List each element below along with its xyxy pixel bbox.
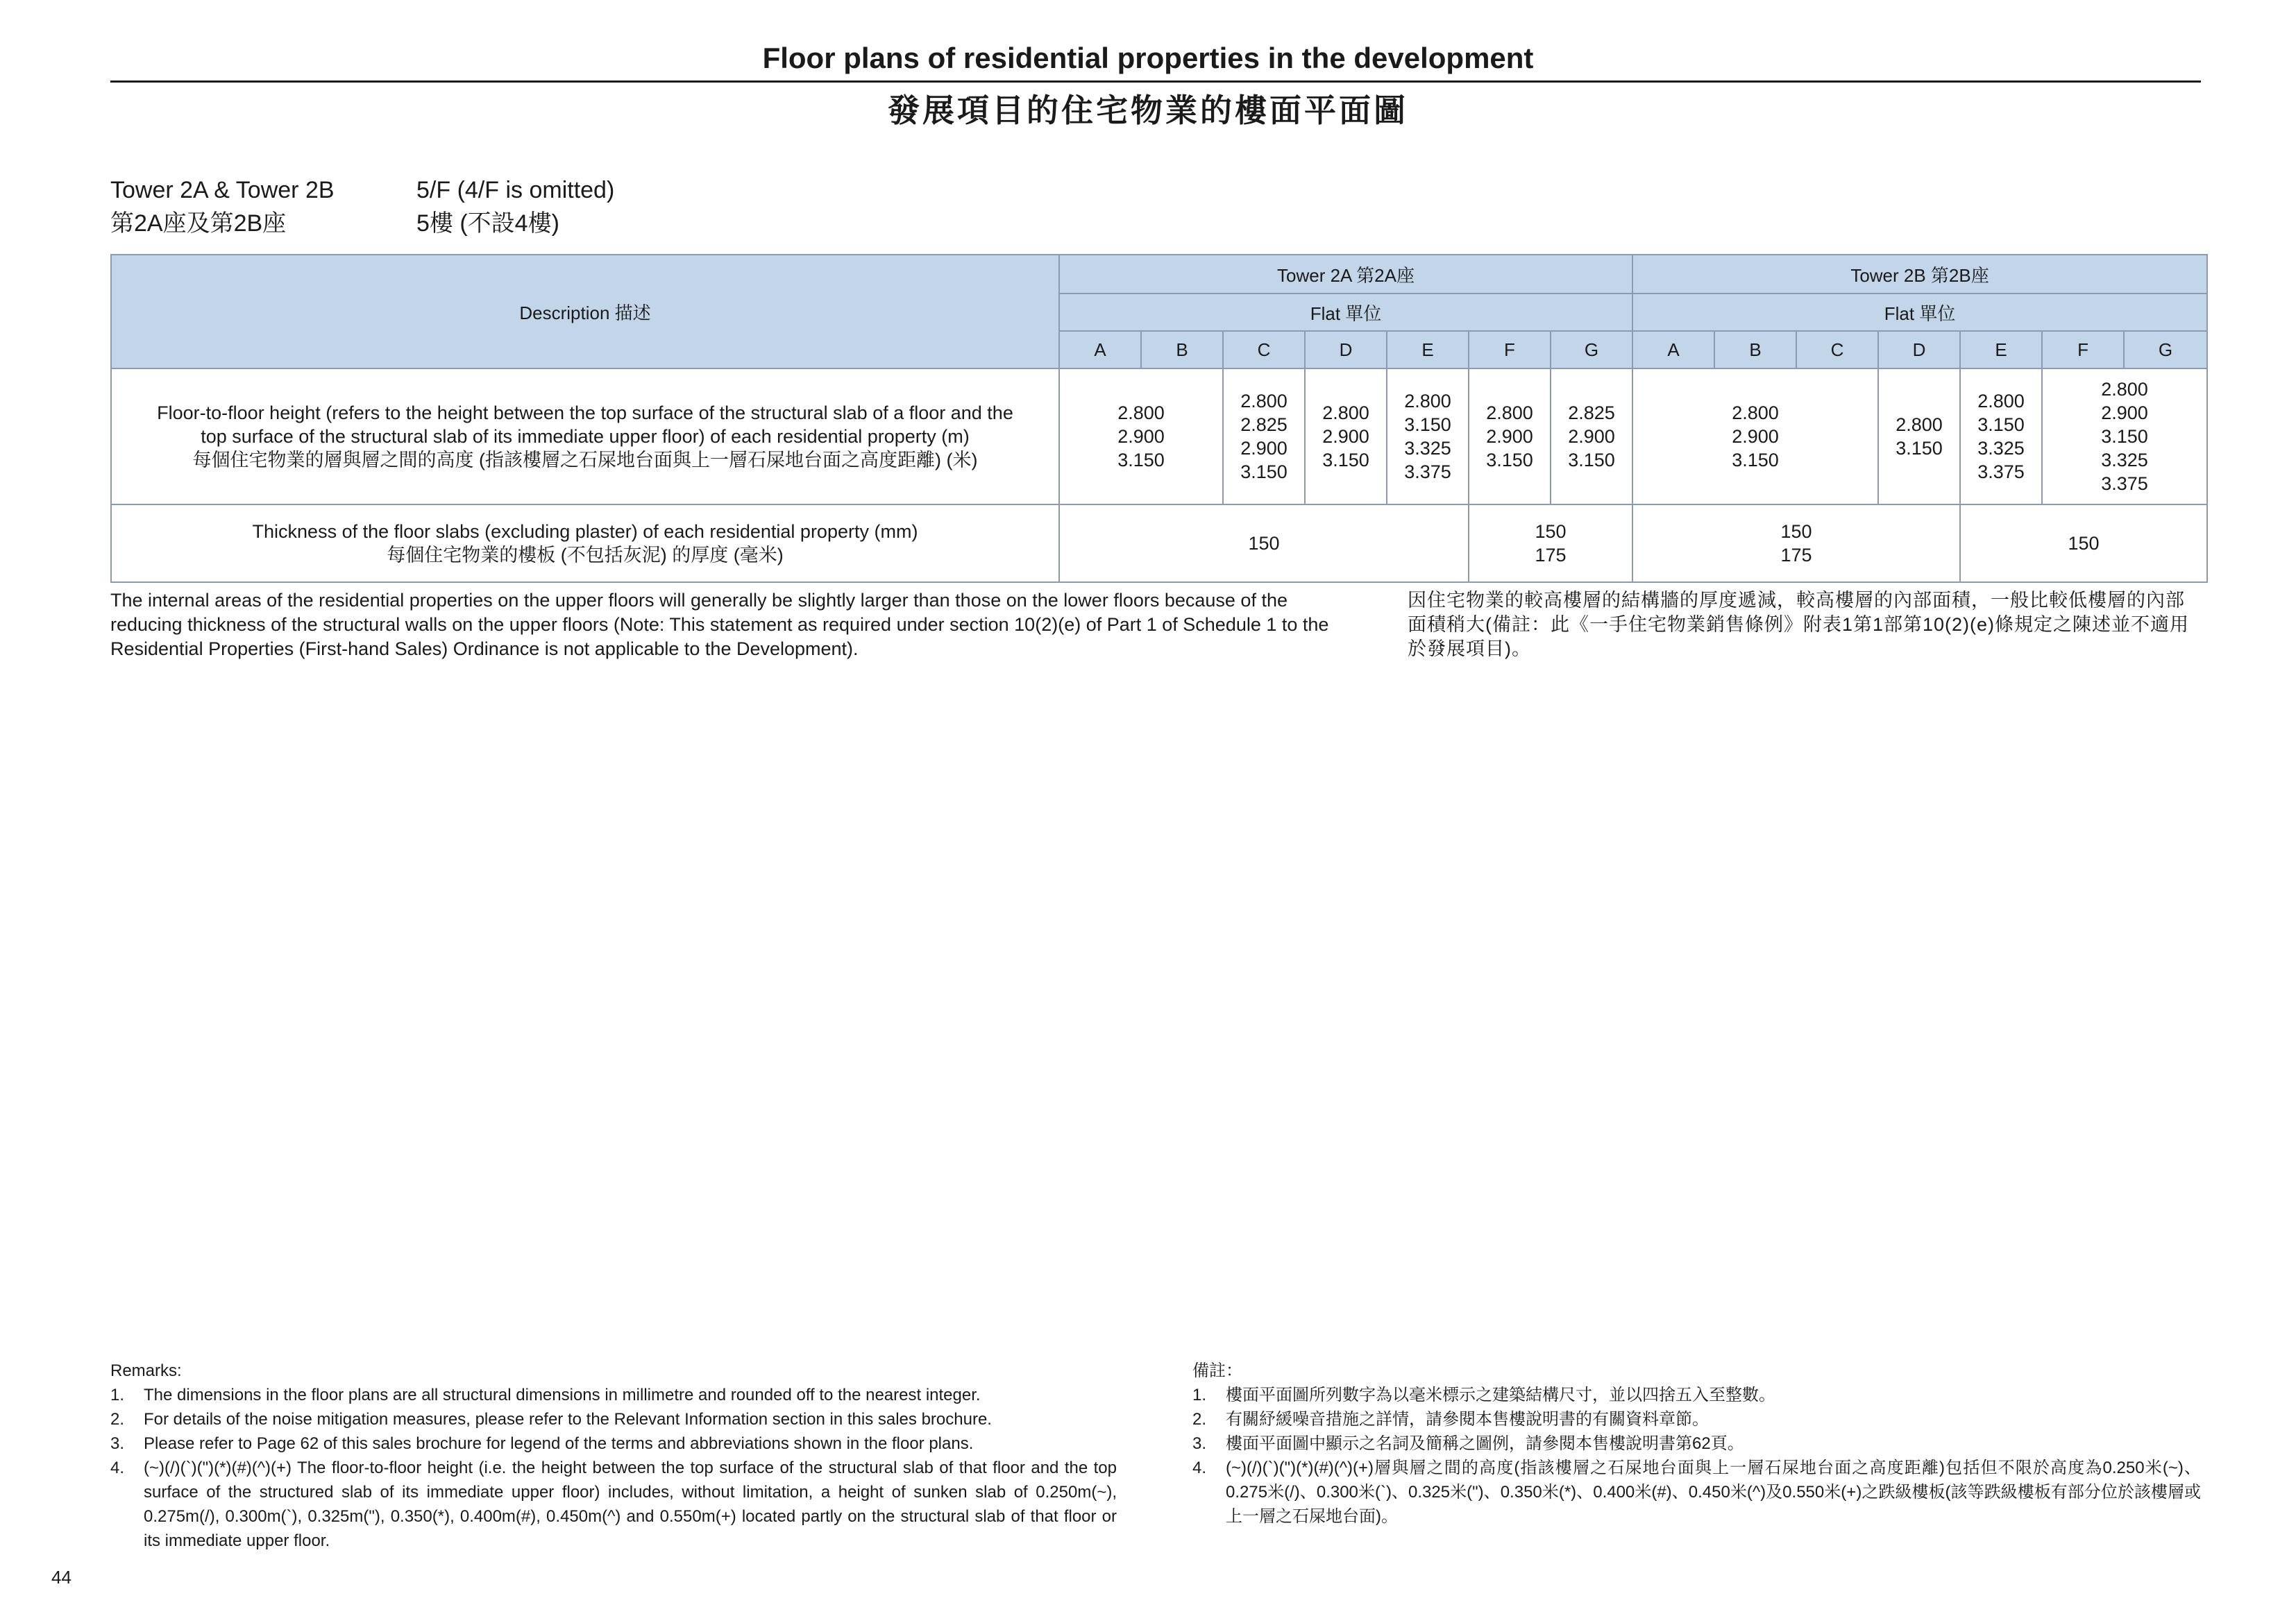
value: 2.800 <box>1240 391 1288 411</box>
slab-thickness-description <box>111 504 1059 582</box>
thickness-2a-fg <box>1469 504 1632 582</box>
floor-spec-table <box>110 254 2208 583</box>
value: 150 <box>1535 521 1567 542</box>
value: 150 <box>1248 533 1280 554</box>
value: 3.325 <box>2101 450 2148 470</box>
remarks-list-en <box>110 1383 1117 1553</box>
height-2b-e <box>1960 368 2042 504</box>
thickness-2b-ad <box>1632 504 1960 582</box>
remark-number: 1. <box>1192 1386 1207 1404</box>
page-number: 44 <box>51 1567 71 1588</box>
remark-item <box>1192 1431 2201 1456</box>
height-2a-e <box>1387 368 1469 504</box>
flat-letter-2b-b: B <box>1714 331 1796 368</box>
remark-text: (~)(/)(`)(")(*)(#)(^)(+)層與層之間的高度(指該樓層之石屎地台面與上一層石屎地台面之高度距離)包括但不限於高度為0.250米(~)、0.275米(/)、0.300米(`)、0.325米(")、0.350米(*)、0.400米(#)、0.450米(^)及0.550米(+)之跌級樓板(該等跌級樓板有部分位於該樓層或上一層之石屎地台面)。 <box>1226 1459 2201 1526</box>
remark-item <box>1192 1407 2201 1431</box>
remarks-en <box>110 1359 1117 1553</box>
value: 2.800 <box>1896 414 1943 435</box>
remark-item <box>110 1431 1117 1456</box>
value: 2.800 <box>1117 402 1165 423</box>
title-divider <box>110 80 2201 83</box>
remark-number: 2. <box>1192 1410 1207 1429</box>
remark-number: 4. <box>1192 1459 1207 1477</box>
value: 2.900 <box>1732 426 1779 447</box>
value: 3.150 <box>2101 426 2148 447</box>
height-2a-d <box>1305 368 1387 504</box>
value: 3.325 <box>1977 438 2025 459</box>
height-2a-ab <box>1059 368 1223 504</box>
value: 175 <box>1780 545 1812 566</box>
height-2a-c <box>1223 368 1305 504</box>
value: 3.375 <box>1977 461 2025 482</box>
internal-area-note-zh: 因住宅物業的較高樓層的結構牆的厚度遞減，較高樓層的內部面積，一般比較低樓層的內部面積稍大(備註：此《一手住宅物業銷售條例》附表1第1部第10(2)(e)條規定之陳述並不適用於發展項目)。 <box>1408 590 2190 659</box>
value: 2.800 <box>1732 402 1779 423</box>
thickness-2b-eg <box>1960 504 2207 582</box>
value: 3.150 <box>1732 450 1779 470</box>
value: 3.325 <box>1404 438 1451 459</box>
flat-letter-2b-c: C <box>1796 331 1878 368</box>
towers-label-en: Tower 2A & Tower 2B <box>110 177 335 203</box>
towers-label-zh: 第2A座及第2B座 <box>110 210 287 237</box>
tower-2b-flat-header: Flat 單位 <box>1632 294 2207 331</box>
value: 150 <box>1780 521 1812 542</box>
height-2a-g <box>1551 368 1632 504</box>
value: 2.900 <box>1486 426 1533 447</box>
remarks-zh <box>1192 1359 2201 1529</box>
remark-item <box>110 1407 1117 1431</box>
remark-text: 樓面平面圖中顯示之名詞及簡稱之圖例，請參閱本售樓說明書第62頁。 <box>1226 1434 1744 1453</box>
page-title-zh: 發展項目的住宅物業的樓面平面圖 <box>888 92 1408 128</box>
value: 2.825 <box>1568 402 1615 423</box>
remark-number: 1. <box>110 1386 125 1404</box>
internal-area-note-en: The internal areas of the residential properties on the upper floors will generally be slightly larger than those on the lower floors because of the reducing thickness of the structural walls on the upper floors (Note: This statement as required under section 10(2)(e) of Part 1 of Schedule 1 to the Residential Properties (First-hand Sales) Ordinance is not applicable to the Development). <box>110 590 1329 659</box>
value: 2.800 <box>1404 391 1451 411</box>
height-2b-d <box>1878 368 1960 504</box>
floor-height-desc-en-1: Floor-to-floor height (refers to the height between the top surface of the structural slab of a floor and the <box>157 402 1013 423</box>
remark-text: For details of the noise mitigation measures, please refer to the Relevant Information section in this sales brochure. <box>144 1410 992 1429</box>
remark-text: Please refer to Page 62 of this sales brochure for legend of the terms and abbreviations shown in the floor plans. <box>144 1434 974 1453</box>
value: 2.800 <box>2101 379 2148 400</box>
remark-number: 2. <box>110 1410 125 1429</box>
remark-item <box>110 1383 1117 1407</box>
value: 3.375 <box>1404 461 1451 482</box>
flat-letter-2a-e: E <box>1387 331 1469 368</box>
floor-label-zh: 5樓 (不設4樓) <box>416 210 559 237</box>
value: 3.150 <box>1568 450 1615 470</box>
remark-number: 4. <box>110 1459 125 1477</box>
tower-2a-flat-header: Flat 單位 <box>1059 294 1632 331</box>
tower-2b-header: Tower 2B 第2B座 <box>1632 255 2207 294</box>
remarks-title-zh: 備註： <box>1192 1361 1242 1380</box>
value: 2.800 <box>1486 402 1533 423</box>
slab-thickness-desc-en: Thickness of the floor slabs (excluding plaster) of each residential property (mm) <box>252 521 918 542</box>
flat-letter-2a-d: D <box>1305 331 1387 368</box>
floor-height-desc-zh: 每個住宅物業的層與層之間的高度 (指該樓層之石屎地台面與上一層石屎地台面之高度距離) (米) <box>192 450 978 470</box>
value: 2.800 <box>1322 402 1369 423</box>
height-2b-fg <box>2042 368 2207 504</box>
remark-text: The dimensions in the floor plans are all structural dimensions in millimetre and rounded off to the nearest integer. <box>144 1386 981 1404</box>
remark-number: 3. <box>110 1434 125 1453</box>
remark-text: 樓面平面圖所列數字為以毫米標示之建築結構尺寸，並以四捨五入至整數。 <box>1226 1386 1775 1404</box>
value: 2.900 <box>2101 402 2148 423</box>
flat-letter-2b-a: A <box>1632 331 1714 368</box>
value: 2.900 <box>1117 426 1165 447</box>
remarks-list-zh <box>1192 1383 2201 1529</box>
remark-item <box>1192 1383 2201 1407</box>
remark-text: 有關紓緩噪音措施之詳情，請參閱本售樓說明書的有關資料章節。 <box>1226 1410 1709 1429</box>
height-2b-abc <box>1632 368 1878 504</box>
remark-item <box>1192 1456 2201 1529</box>
value: 2.900 <box>1568 426 1615 447</box>
thickness-2a-ae <box>1059 504 1469 582</box>
tower-2a-header: Tower 2A 第2A座 <box>1059 255 1632 294</box>
remark-number: 3. <box>1192 1434 1207 1453</box>
value: 3.150 <box>1117 450 1165 470</box>
flat-letter-2b-e: E <box>1960 331 2042 368</box>
floor-height-description <box>111 368 1059 504</box>
value: 175 <box>1535 545 1567 566</box>
value: 150 <box>2068 533 2100 554</box>
value: 3.375 <box>2101 473 2148 494</box>
value: 2.900 <box>1240 438 1288 459</box>
value: 2.800 <box>1977 391 2025 411</box>
page-title-en: Floor plans of residential properties in the development <box>762 42 1534 74</box>
description-header: Description 描述 <box>111 255 1059 368</box>
flat-letter-2b-d: D <box>1878 331 1960 368</box>
floor-height-desc-en-2: top surface of the structural slab of its immediate upper floor) of each residential property (m) <box>201 426 970 447</box>
remarks-title-en: Remarks: <box>110 1361 182 1380</box>
slab-thickness-desc-zh: 每個住宅物業的樓板 (不包括灰泥) 的厚度 (毫米) <box>387 545 784 566</box>
value: 3.150 <box>1896 438 1943 459</box>
flat-letter-2a-f: F <box>1469 331 1551 368</box>
flat-letter-2a-b: B <box>1141 331 1223 368</box>
value: 3.150 <box>1486 450 1533 470</box>
value: 3.150 <box>1977 414 2025 435</box>
flat-letter-2a-g: G <box>1551 331 1632 368</box>
flat-letter-2b-f: F <box>2042 331 2124 368</box>
floor-label-en: 5/F (4/F is omitted) <box>416 177 615 203</box>
height-2a-f <box>1469 368 1551 504</box>
value: 2.900 <box>1322 426 1369 447</box>
remark-text: (~)(/)(`)(")(*)(#)(^)(+) The floor-to-floor height (i.e. the height between the top surface of the structural slab of that floor and the top surface of the structured slab of its immediate upper floor) includes, without limitation, a height of sunken slab of 0.250m(~), 0.275m(/), 0.300m(`), 0.325m("), 0.350(*), 0.400m(#), 0.450m(^) and 0.550m(+) located partly on the structural slab of that floor or its immediate upper floor. <box>144 1459 1117 1550</box>
flat-letter-2a-c: C <box>1223 331 1305 368</box>
value: 3.150 <box>1240 461 1288 482</box>
value: 3.150 <box>1404 414 1451 435</box>
flat-letter-2a-a: A <box>1059 331 1141 368</box>
remark-item <box>110 1456 1117 1553</box>
value: 2.825 <box>1240 414 1288 435</box>
flat-letter-2b-g: G <box>2124 331 2207 368</box>
value: 3.150 <box>1322 450 1369 470</box>
